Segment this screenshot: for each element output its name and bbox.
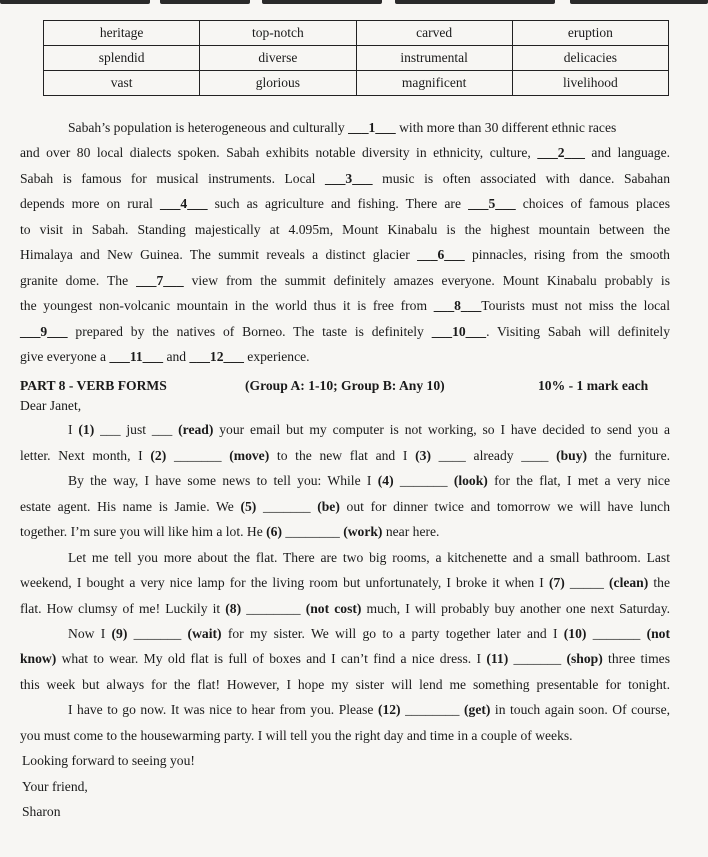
letter-text: By the way, I have some news to tell you: While I <box>68 473 378 488</box>
part8-groups: (Group A: 1-10; Group B: Any 10) <box>245 378 445 393</box>
word-bank-cell: delicacies <box>512 46 668 71</box>
blank-2[interactable]: ___2___ <box>537 145 585 160</box>
verb-cue: (4) <box>377 473 394 488</box>
letter-text: Now I <box>68 626 112 641</box>
blank-1[interactable]: ___1___ <box>348 120 396 135</box>
verb-cue: (shop) <box>566 651 603 666</box>
letter-text: the furniture. <box>587 448 671 463</box>
verb-cue: (7) <box>548 575 565 590</box>
letter-text: _____ <box>564 575 610 590</box>
letter-p2-line1 <box>68 473 670 489</box>
blank-12[interactable]: ___12___ <box>189 349 244 364</box>
blank-6[interactable]: ___6___ <box>417 247 465 262</box>
word-bank-cell: top-notch <box>200 21 356 46</box>
letter-p2-line3 <box>20 524 439 540</box>
passage-line-6: Himalaya and New Guinea. The summit reveals a distinct glacier ___6___ pinnacles, rising from the smooth <box>20 247 670 262</box>
blank-10[interactable]: ___10___ <box>431 324 487 339</box>
part8-header <box>20 378 670 396</box>
letter-p4-line3 <box>20 677 670 693</box>
verb-cue: (get) <box>464 702 491 717</box>
letter-p1-line2 <box>20 448 670 464</box>
letter-text: _______ <box>166 448 230 463</box>
passage-line-3: Sabah is famous for musical instruments. Local ___3___ music is often associated with dance. Sabahan <box>20 171 670 186</box>
word-bank-cell: splendid <box>44 46 200 71</box>
passage-line-5: to visit in Sabah. Standing majestically at 4.095m, Mount Kinabalu is the highest mountain between the <box>20 222 670 237</box>
word-bank-row <box>44 46 669 71</box>
letter-text: Let me tell you more about the flat. There are two big rooms, a kitchenette and a small bathroom. Last <box>68 550 670 565</box>
blank-7[interactable]: ___7___ <box>136 273 184 288</box>
word-bank-cell: instrumental <box>356 46 512 71</box>
letter-text: ________ <box>400 702 464 717</box>
letter-text: you must come to the housewarming party. I will tell you the right day and time in a couple of weeks. <box>20 728 573 743</box>
blank-11[interactable]: ___11___ <box>109 349 164 364</box>
top-edge-rule <box>0 0 708 6</box>
sabah-passage <box>20 116 670 376</box>
part8-title: PART 8 - VERB FORMS <box>20 378 167 393</box>
verb-cue: (11) <box>486 651 509 666</box>
verb-cue: (12) <box>377 702 401 717</box>
verb-cue: (move) <box>229 448 270 463</box>
letter-text: to the new flat and I <box>269 448 416 463</box>
passage-line-9: ___9___ prepared by the natives of Borneo. The taste is definitely ___10___. Visiting Sabah will definitely <box>20 324 670 339</box>
letter <box>20 398 670 828</box>
letter-p3-line2 <box>20 575 670 591</box>
letter-text: your email but my computer is not working, so I have decided to send you a <box>213 422 671 437</box>
letter-p1-line1 <box>68 422 670 438</box>
verb-cue: (5) <box>240 499 257 514</box>
passage-line-7: granite dome. The ___7___ view from the summit definitely amazes everyone. Mount Kinabalu probably is <box>20 273 670 288</box>
passage-line-4: depends more on rural ___4___ such as agriculture and fishing. There are ___5___ choices of famous places <box>20 196 670 211</box>
verb-cue: (work) <box>343 524 383 539</box>
letter-p4-line1 <box>68 626 670 642</box>
word-bank-table <box>43 20 669 96</box>
letter-text: ____ already ____ <box>430 448 557 463</box>
letter-p4-line2 <box>20 651 670 667</box>
letter-text: for my sister. We will go to a party together later and I <box>221 626 564 641</box>
blank-9[interactable]: ___9___ <box>20 324 68 339</box>
letter-text: together. I’m sure you will like him a lot. He <box>20 524 267 539</box>
verb-cue: (3) <box>415 448 431 463</box>
blank-4[interactable]: ___4___ <box>160 196 208 211</box>
passage-line-1: Sabah’s population is heterogeneous and culturally ___1___ with more than 30 different ethnic races <box>68 120 617 135</box>
letter-text: much, I will probably buy another one next Saturday. <box>361 601 671 616</box>
verb-cue: (be) <box>317 499 340 514</box>
letter-p3-line3 <box>20 601 670 617</box>
letter-p5-line1 <box>68 702 670 718</box>
letter-text: flat. How clumsy of me! Luckily it <box>20 601 226 616</box>
letter-text: this week but always for the flat! However, I hope my sister will lend me something presentable for tonight. <box>20 677 670 692</box>
verb-cue: (1) <box>78 422 95 437</box>
letter-text: ___ just ___ <box>94 422 179 437</box>
letter-text: estate agent. His name is Jamie. We <box>20 499 241 514</box>
verb-cue: (look) <box>453 473 488 488</box>
verb-cue: (9) <box>111 626 128 641</box>
verb-cue: (2) <box>150 448 167 463</box>
letter-text: ________ <box>282 524 344 539</box>
blank-8[interactable]: ___8___ <box>433 298 482 313</box>
word-bank-cell: livelihood <box>512 71 668 96</box>
word-bank-cell: diverse <box>200 46 356 71</box>
letter-text: _______ <box>586 626 647 641</box>
letter-text: letter. Next month, I <box>20 448 151 463</box>
letter-signature: Sharon <box>22 804 61 819</box>
passage-line-2: and over 80 local dialects spoken. Sabah exhibits notable diversity in ethnicity, culture, ___2___ and language. <box>20 145 671 160</box>
verb-cue: (wait) <box>187 626 222 641</box>
verb-cue: (buy) <box>556 448 588 463</box>
letter-signoff: Your friend, <box>22 779 88 794</box>
word-bank-cell: carved <box>356 21 512 46</box>
letter-text: _______ <box>393 473 454 488</box>
verb-cue: (clean) <box>609 575 649 590</box>
word-bank-row <box>44 71 669 96</box>
letter-text: I have to go now. It was nice to hear from you. Please <box>68 702 378 717</box>
letter-text: _______ <box>508 651 567 666</box>
word-bank-cell: magnificent <box>356 71 512 96</box>
letter-text: what to wear. My old flat is full of boxes and I can’t find a nice dress. I <box>56 651 487 666</box>
letter-greeting: Dear Janet, <box>20 398 82 413</box>
blank-5[interactable]: ___5___ <box>468 196 516 211</box>
letter-text: the <box>648 575 670 590</box>
part8-marks: 10% - 1 mark each <box>538 378 649 393</box>
blank-3[interactable]: ___3___ <box>325 171 373 186</box>
letter-text: ________ <box>241 601 306 616</box>
letter-closing: Looking forward to seeing you! <box>22 753 195 768</box>
letter-p3-line1 <box>68 550 670 566</box>
verb-cue: (8) <box>225 601 242 616</box>
verb-cue: (not <box>646 626 670 641</box>
word-bank-cell: heritage <box>44 21 200 46</box>
verb-cue: (6) <box>266 524 283 539</box>
letter-text: _______ <box>256 499 318 514</box>
letter-text: I <box>68 422 79 437</box>
letter-text: for the flat, I met a very nice <box>487 473 670 488</box>
word-bank-cell: vast <box>44 71 200 96</box>
letter-text: out for dinner twice and tomorrow we will have lunch <box>339 499 670 514</box>
word-bank-row <box>44 21 669 46</box>
letter-text: weekend, I bought a very nice lamp for the living room but unfortunately, I broke it when I <box>20 575 549 590</box>
passage-line-8: the youngest non-volcanic mountain in the world thus it is free from ___8___Tourists must not miss the local <box>20 298 670 313</box>
verb-cue: (10) <box>563 626 587 641</box>
letter-text: _______ <box>127 626 188 641</box>
letter-p2-line2 <box>20 499 670 515</box>
word-bank-cell: eruption <box>512 21 668 46</box>
letter-p5-line2 <box>20 728 573 744</box>
letter-text: near here. <box>382 524 440 539</box>
verb-cue: (not cost) <box>305 601 362 616</box>
passage-line-10: give everyone a ___11___ and ___12___ experience. <box>20 349 310 364</box>
letter-text: three times <box>602 651 670 666</box>
verb-cue: (read) <box>178 422 214 437</box>
letter-text: in touch again soon. Of course, <box>490 702 671 717</box>
word-bank-cell: glorious <box>200 71 356 96</box>
verb-cue: know) <box>20 651 57 666</box>
